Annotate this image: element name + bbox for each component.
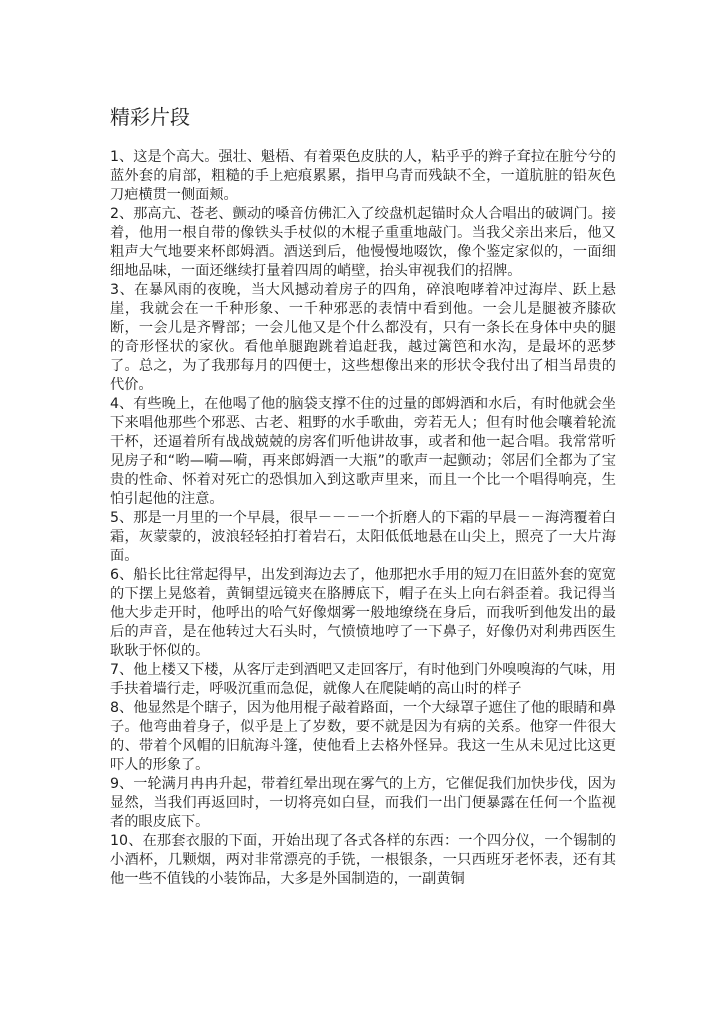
paragraph-3: 3、在暴风雨的夜晚，当大风撼动着房子的四角，碎浪咆哮着冲过海岸、跃上悬崖，我就会在一千种形象、一千种邪恶的表情中看到他。一会儿是腿被齐膝砍断，一会儿是齐臀部；一会儿他又是个什么都没有，只有一条长在身体中央的腿的奇形怪状的家伙。看他单腿跑跳着追赶我，越过篱笆和水沟，是最坏的恶梦了。总之，为了我那每月的四便士，这些想像出来的形状令我付出了相当昂贵的代价。 (110, 282, 616, 393)
page-title: 精彩片段 (110, 105, 190, 129)
document-body (110, 148, 616, 889)
paragraph-6: 6、船长比往常起得早，出发到海边去了，他那把水手用的短刀在旧蓝外套的宽宽的下摆上晃悠着，黄铜望远镜夹在胳膊底下，帽子在头上向右斜歪着。我记得当他大步走开时，他呼出的哈气好像烟雾一般地缭绕在身后，而我听到他发出的最后的声音，是在他转过大石头时，气愤愤地哼了一下鼻子，好像仍对利弗西医生耿耿于怀似的。 (110, 567, 616, 659)
paragraph-8: 8、他显然是个瞎子，因为他用棍子敲着路面，一个大绿罩子遮住了他的眼睛和鼻子。他弯曲着身子，似乎是上了岁数，要不就是因为有病的关系。他穿一件很大的、带着个风帽的旧航海斗篷，使他看上去格外怪异。我这一生从未见过比这更吓人的形象了。 (110, 700, 616, 773)
paragraph-10: 10、在那套衣服的下面，开始出现了各式各样的东西：一个四分仪，一个锡制的小酒杯，几颗烟，两对非常漂亮的手铣，一根银条，一只西班牙老怀表，还有其他一些不值钱的小装饰品，大多是外国制造的，一副黄铜 (110, 833, 616, 887)
paragraph-7: 7、他上楼又下楼，从客厅走到酒吧又走回客厅，有时他到门外嗅嗅海的气味，用手扶着墙行走，呼吸沉重而急促，就像人在爬陡峭的高山时的样子 (110, 662, 616, 697)
paragraph-1: 1、这是个高大。强壮、魁梧、有着栗色皮肤的人，粘乎乎的辫子耷拉在脏兮兮的蓝外套的肩部，粗糙的手上疤痕累累，指甲乌青而残缺不全，一道肮脏的铅灰色刀疤横贯一侧面颊。 (110, 149, 616, 203)
paragraph-2: 2、那高亢、苍老、颤动的嗓音仿佛汇入了绞盘机起锚时众人合唱出的破调门。接着，他用一根自带的像铁头手杖似的木棍子重重地敲门。当我父亲出来后，他又粗声大气地要来杯郎姆酒。酒送到后，他慢慢地啜饮，像个鉴定家似的，一面细细地品味，一面还继续打量着四周的峭壁，抬头审视我们的招牌。 (110, 206, 616, 279)
paragraph-4: 4、有些晚上，在他喝了他的脑袋支撑不住的过量的郎姆酒和水后，有时他就会坐下来唱他那些个邪恶、古老、粗野的水手歌曲，旁若无人；但有时他会嚷着轮流干杯，还逼着所有战战兢兢的房客们听他讲故事，或者和他一起合唱。我常常听见房子和“哟—嗬—嗬，再来郎姆酒一大瓶”的歌声一起颤动；邻居们全都为了宝贵的性命、怀着对死亡的恐惧加入到这歌声里来，而且一个比一个唱得响亮，生怕引起他的注意。 (110, 396, 616, 507)
paragraph-5: 5、那是一月里的一个早晨，很早－－－一个折磨人的下霜的早晨－－海湾覆着白霜，灰蒙蒙的，波浪轻轻拍打着岩石，太阳低低地悬在山尖上，照亮了一大片海面。 (110, 510, 616, 564)
paragraph-9: 9、一轮满月冉冉升起，带着红晕出现在雾气的上方，它催促我们加快步伐，因为显然，当我们再返回时，一切将亮如白昼，而我们一出门便暴露在任何一个监视者的眼皮底下。 (110, 776, 616, 830)
